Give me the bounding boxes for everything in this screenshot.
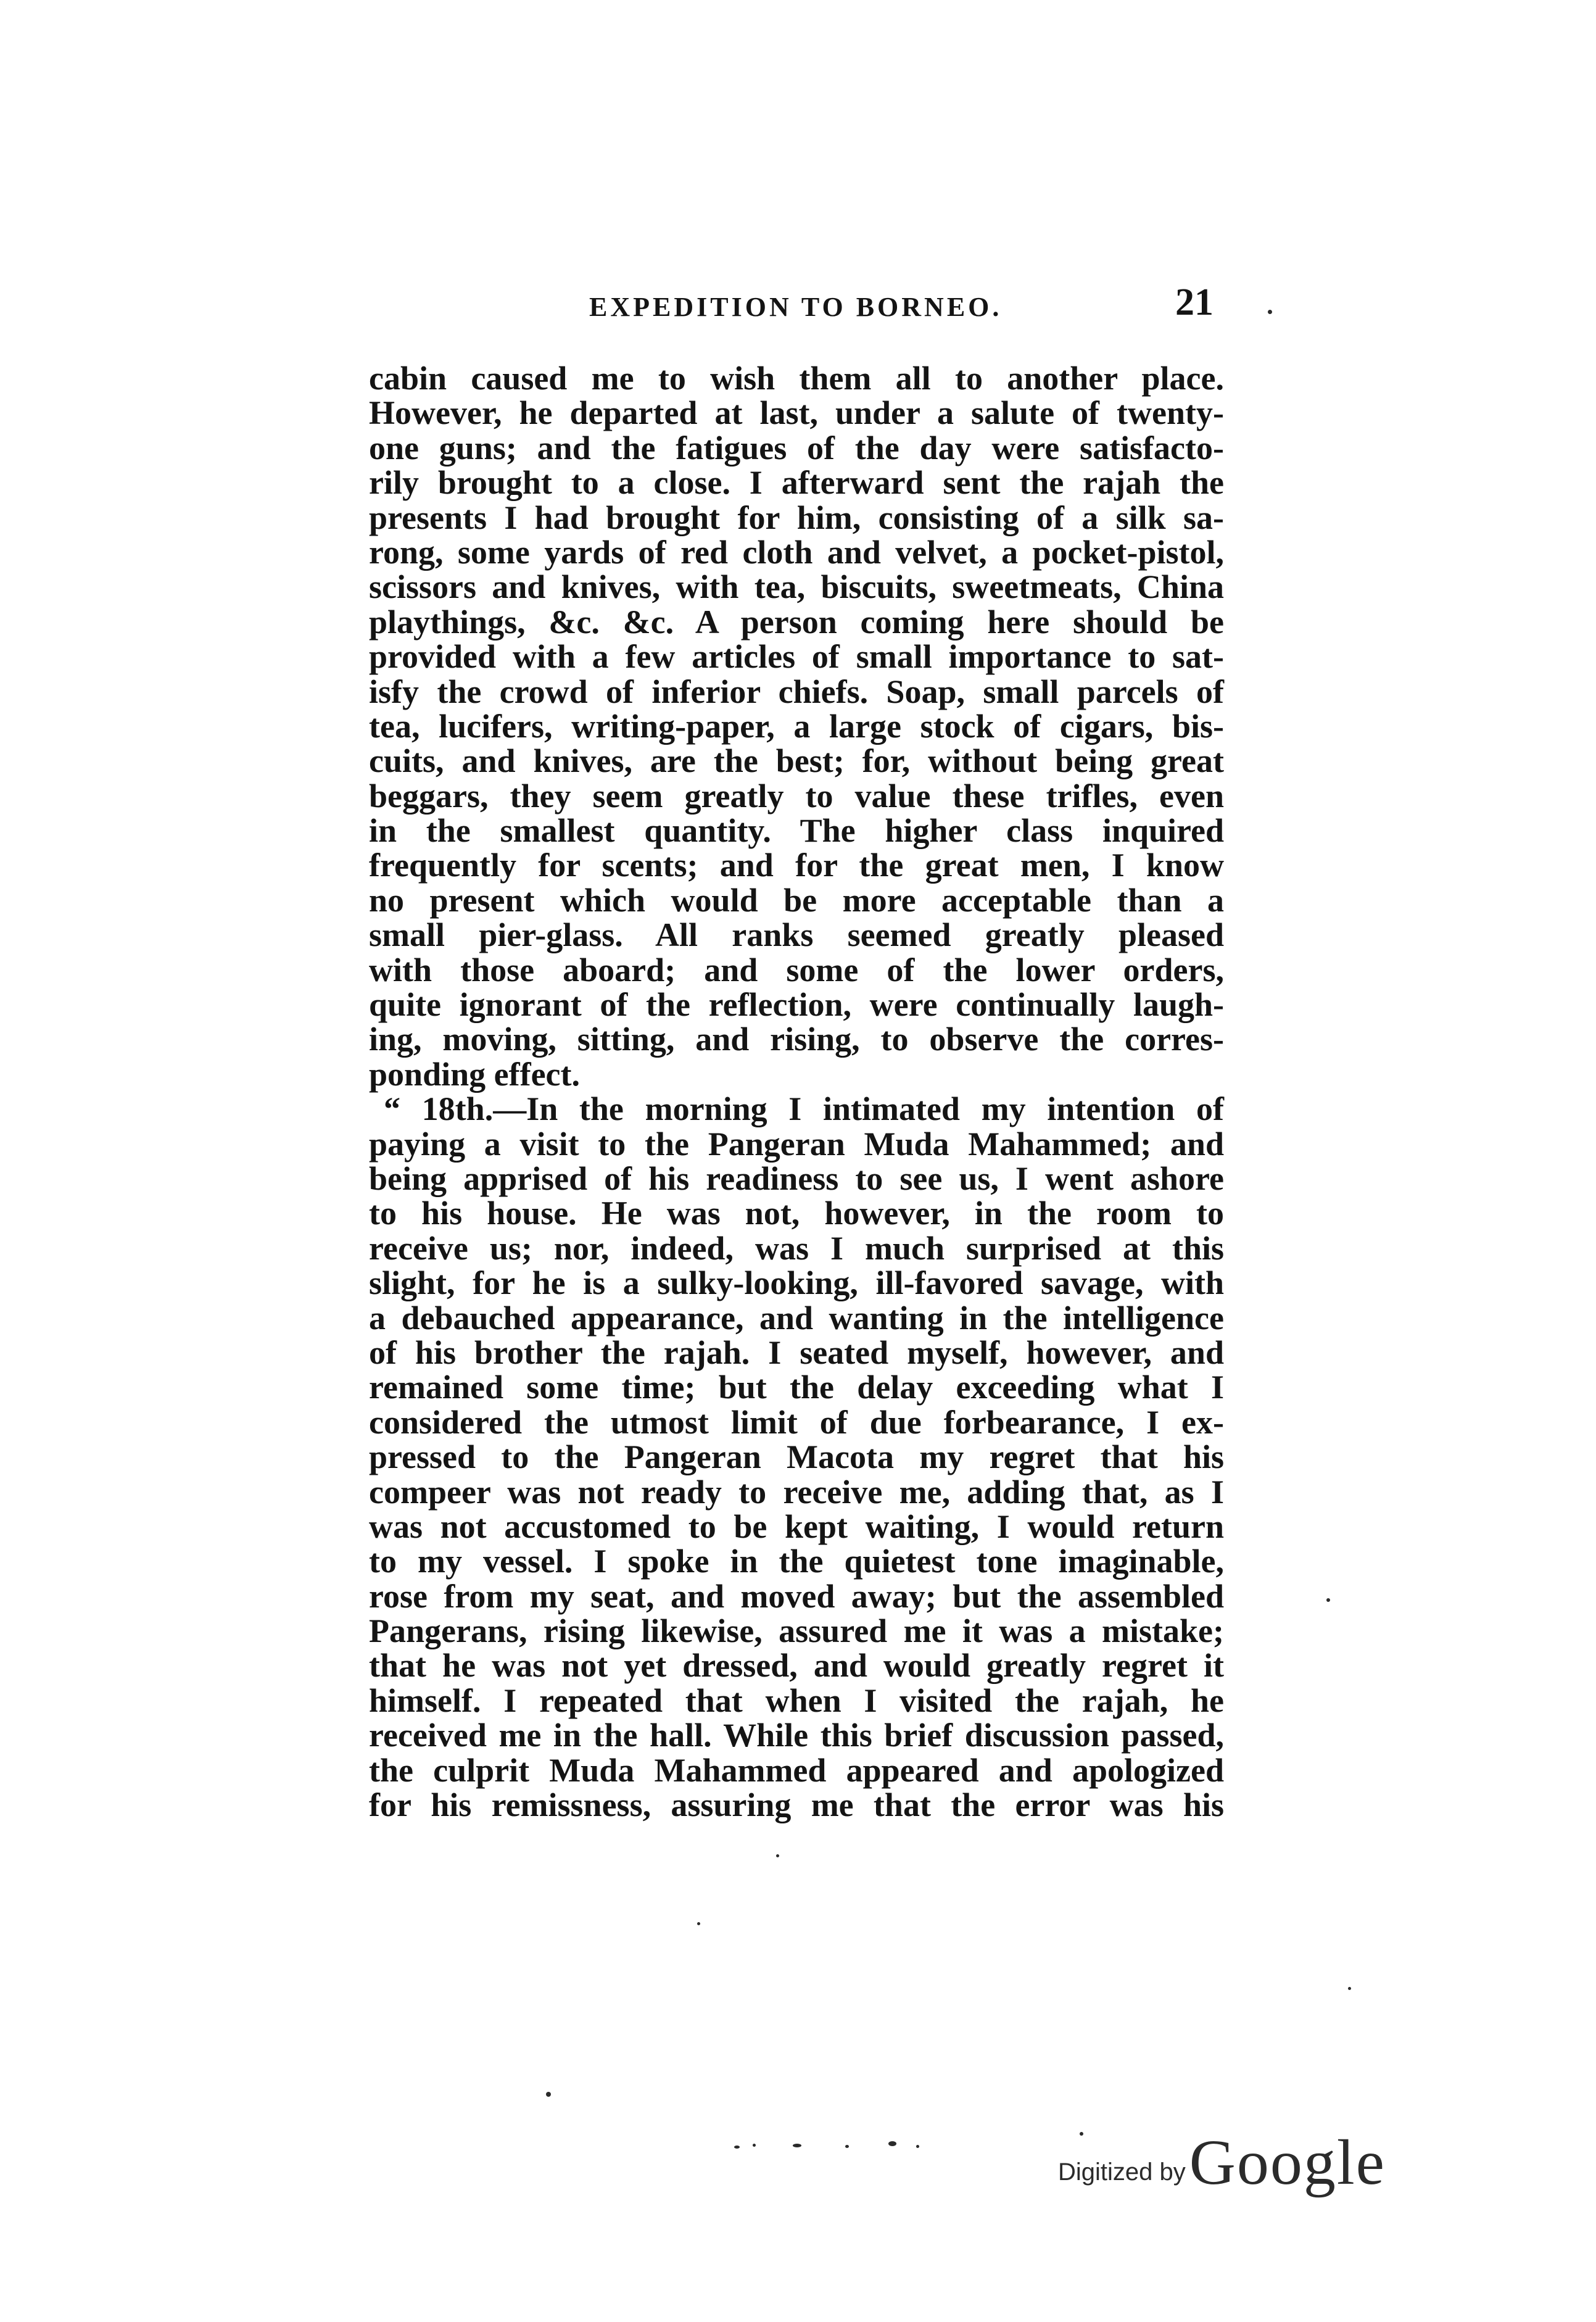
- scan-speck: [734, 2146, 740, 2149]
- digitized-by-google-watermark: [1058, 2126, 1386, 2199]
- text-line: paying a visit to the Pangeran Muda Mahammed; and: [369, 1125, 1224, 1163]
- text-line: cabin caused me to wish them all to another place.: [369, 360, 1224, 397]
- scan-speck: [1348, 1987, 1351, 1990]
- text-line: small pier-glass. All ranks seemed greatly pleased: [369, 916, 1224, 954]
- text-line: ing, moving, sitting, and rising, to observe the corres-: [369, 1021, 1224, 1058]
- text-line: being apprised of his readiness to see us, I went ashore: [369, 1159, 1224, 1197]
- text-line: in the smallest quantity. The higher class inquired: [369, 812, 1224, 850]
- text-line: to his house. He was not, however, in the room to: [369, 1195, 1224, 1232]
- scan-speck: [697, 1922, 700, 1925]
- text-line: one guns; and the fatigues of the day were satisfacto-: [369, 429, 1224, 466]
- scan-speck: [753, 2144, 756, 2147]
- scan-speck: [546, 2092, 551, 2097]
- scan-speck: [845, 2145, 849, 2148]
- text-line: However, he departed at last, under a salute of twenty-: [369, 394, 1224, 432]
- scan-speck: [916, 2145, 919, 2148]
- text-line: cuits, and knives, are the best; for, without being great: [369, 742, 1224, 780]
- text-line: compeer was not ready to receive me, adding that, as I: [369, 1473, 1224, 1511]
- scan-speck: [776, 1854, 779, 1857]
- body-text: [369, 361, 1224, 1822]
- text-line: provided with a few articles of small importance to sat-: [369, 638, 1224, 676]
- running-title: EXPEDITION TO BORNEO.: [589, 292, 1003, 322]
- google-wordmark: Google: [1189, 2127, 1386, 2198]
- text-line: isfy the crowd of inferior chiefs. Soap, small parcels of: [369, 673, 1224, 710]
- text-line: scissors and knives, with tea, biscuits, sweetmeats, China: [369, 568, 1224, 606]
- scan-speck: [1268, 310, 1272, 314]
- text-line: a debauched appearance, and wanting in the intelligence: [369, 1299, 1224, 1337]
- text-line: Pangerans, rising likewise, assured me it was a mistake;: [369, 1612, 1224, 1650]
- text-line: slight, for he is a sulky-looking, ill-favored savage, with: [369, 1264, 1224, 1302]
- text-line: that he was not yet dressed, and would greatly regret it: [369, 1647, 1224, 1685]
- scan-speck: [1326, 1598, 1330, 1602]
- text-line: presents I had brought for him, consisting of a silk sa-: [369, 499, 1224, 536]
- text-line: no present which would be more acceptable than a: [369, 881, 1224, 919]
- text-line: receive us; nor, indeed, was I much surprised at this: [369, 1229, 1224, 1267]
- text-line: frequently for scents; and for the great men, I know: [369, 847, 1224, 884]
- text-line: received me in the hall. While this brief discussion passed,: [369, 1717, 1224, 1754]
- text-line: quite ignorant of the reflection, were continually laugh-: [369, 986, 1224, 1024]
- watermark-prefix: Digitized by: [1058, 2158, 1186, 2186]
- text-line: rily brought to a close. I afterward sent the rajah the: [369, 464, 1224, 502]
- paragraph-end-line: ponding effect.: [369, 1055, 580, 1093]
- text-line: tea, lucifers, writing-paper, a large stock of cigars, bis-: [369, 707, 1224, 745]
- text-line: considered the utmost limit of due forbearance, I ex-: [369, 1403, 1224, 1441]
- scan-speck: [888, 2141, 896, 2146]
- text-line: of his brother the rajah. I seated myself, however, and: [369, 1333, 1224, 1371]
- page-number: 21: [1175, 281, 1214, 323]
- text-line: rong, some yards of red cloth and velvet, a pocket-pistol,: [369, 533, 1224, 571]
- text-line: with those aboard; and some of the lower orders,: [369, 951, 1224, 989]
- text-line: the culprit Muda Mahammed appeared and apologized: [369, 1751, 1224, 1789]
- text-line: rose from my seat, and moved away; but the assembled: [369, 1577, 1224, 1615]
- text-line: playthings, &c. &c. A person coming here should be: [369, 603, 1224, 641]
- text-line: pressed to the Pangeran Macota my regret that his: [369, 1438, 1224, 1476]
- paragraph-start-line: “ 18th.—In the morning I intimated my intention of: [384, 1090, 1224, 1128]
- text-line: himself. I repeated that when I visited the rajah, he: [369, 1681, 1224, 1719]
- text-line: was not accustomed to be kept waiting, I would return: [369, 1507, 1224, 1545]
- text-line: remained some time; but the delay exceeding what I: [369, 1369, 1224, 1406]
- scan-speck: [793, 2144, 801, 2147]
- text-line: beggars, they seem greatly to value these trifles, even: [369, 777, 1224, 815]
- text-line: for his remissness, assuring me that the error was his: [369, 1786, 1224, 1824]
- text-line: to my vessel. I spoke in the quietest tone imaginable,: [369, 1543, 1224, 1580]
